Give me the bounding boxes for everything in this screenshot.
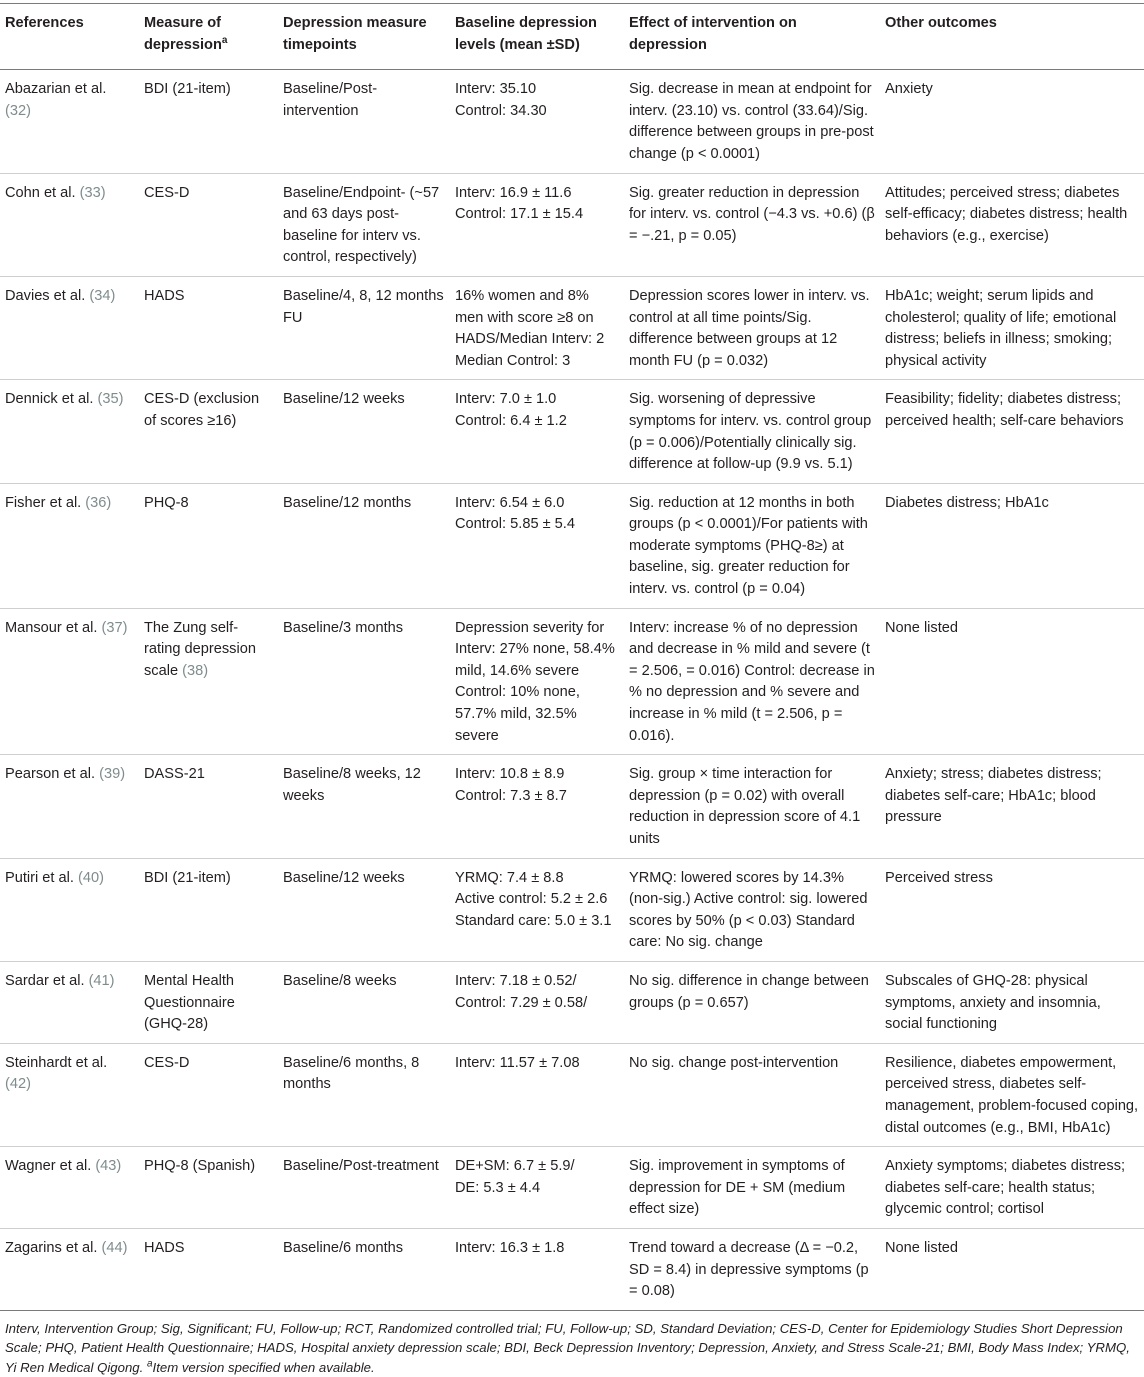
- header-measure-text: Measure of depression: [144, 15, 222, 53]
- reference-citation-link[interactable]: (34): [89, 287, 116, 304]
- measure-text: PHQ-8: [144, 494, 189, 511]
- reference-author: Wagner et al.: [5, 1158, 96, 1175]
- cell-timepoints: Baseline/6 months: [278, 1228, 450, 1310]
- reference-author: Mansour et al.: [5, 619, 102, 636]
- cell-baseline: Interv: 7.0 ± 1.0 Control: 6.4 ± 1.2: [450, 380, 624, 483]
- cell-effect: No sig. change post-intervention: [624, 1043, 880, 1146]
- cell-measure: [139, 1043, 278, 1146]
- reference-citation-link[interactable]: (37): [101, 619, 128, 636]
- measure-text: The Zung self-rating depression scale: [144, 619, 256, 679]
- footnote-marker: a: [146, 1358, 153, 1370]
- cell-reference: [0, 276, 139, 379]
- cell-other-outcomes: Feasibility; fidelity; diabetes distress; perceived health; self-care behaviors: [880, 380, 1144, 483]
- cell-baseline: YRMQ: 7.4 ± 8.8 Active control: 5.2 ± 2.6 Standard care: 5.0 ± 3.1: [450, 858, 624, 961]
- table-row: [0, 70, 1144, 173]
- cell-measure: [139, 173, 278, 276]
- cell-reference: [0, 483, 139, 608]
- cell-effect: Sig. reduction at 12 months in both groups (p < 0.0001)/For patients with moderate symptoms (PHQ-8≥) at baseline, sig. greater reduction for interv. vs. control (p = 0.04): [624, 483, 880, 608]
- measure-text: HADS: [144, 1239, 185, 1256]
- cell-effect: Sig. worsening of depressive symptoms for interv. vs. control group (p = 0.006)/Potentially clinically sig. difference at follow-up (9.9 vs. 5.1): [624, 380, 880, 483]
- cell-measure: [139, 608, 278, 755]
- reference-author: Davies et al.: [5, 287, 90, 304]
- header-timepoints: Depression measure timepoints: [278, 4, 450, 70]
- cell-other-outcomes: HbA1c; weight; serum lipids and cholesterol; quality of life; emotional distress; beliefs in illness; smoking; physical activity: [880, 276, 1144, 379]
- cell-reference: [0, 1043, 139, 1146]
- measure-text: Mental Health Questionnaire (GHQ-28): [144, 972, 235, 1033]
- table-body: [0, 70, 1144, 1311]
- cell-timepoints: Baseline/12 months: [278, 483, 450, 608]
- cell-other-outcomes: None listed: [880, 608, 1144, 755]
- reference-citation-link[interactable]: (44): [101, 1239, 128, 1256]
- cell-measure: [139, 961, 278, 1043]
- cell-baseline: Interv: 10.8 ± 8.9 Control: 7.3 ± 8.7: [450, 755, 624, 858]
- cell-baseline: Interv: 11.57 ± 7.08: [450, 1043, 624, 1146]
- cell-timepoints: Baseline/Post-treatment: [278, 1147, 450, 1229]
- reference-author: Steinhardt et al.: [5, 1054, 108, 1071]
- cell-other-outcomes: Anxiety: [880, 70, 1144, 173]
- cell-baseline: Depression severity for Interv: 27% none, 58.4% mild, 14.6% severe Control: 10% none, 57.7% mild, 32.5% severe: [450, 608, 624, 755]
- cell-measure: [139, 70, 278, 173]
- cell-reference: [0, 173, 139, 276]
- cell-measure: [139, 755, 278, 858]
- table-row: [0, 380, 1144, 483]
- cell-effect: No sig. difference in change between groups (p = 0.657): [624, 961, 880, 1043]
- reference-author: Sardar et al.: [5, 972, 89, 989]
- table-row: [0, 858, 1144, 961]
- reference-citation-link[interactable]: (36): [85, 494, 112, 511]
- reference-citation-link[interactable]: (41): [88, 972, 115, 989]
- measure-text: CES-D: [144, 1054, 190, 1071]
- header-other: Other outcomes: [880, 4, 1144, 70]
- cell-other-outcomes: Anxiety symptoms; diabetes distress; diabetes self-care; health status; glycemic control; cortisol: [880, 1147, 1144, 1229]
- reference-citation-link[interactable]: (35): [97, 391, 124, 408]
- reference-author: Zagarins et al.: [5, 1239, 102, 1256]
- reference-citation-link[interactable]: (40): [78, 869, 104, 886]
- cell-timepoints: Baseline/3 months: [278, 608, 450, 755]
- cell-timepoints: Baseline/Post-intervention: [278, 70, 450, 173]
- cell-reference: [0, 608, 139, 755]
- cell-effect: Depression scores lower in interv. vs. control at all time points/Sig. difference between groups at 12 month FU (p = 0.032): [624, 276, 880, 379]
- cell-measure: [139, 858, 278, 961]
- cell-measure: [139, 276, 278, 379]
- cell-reference: [0, 70, 139, 173]
- cell-timepoints: Baseline/Endpoint- (~57 and 63 days post-baseline for interv vs. control, respectively): [278, 173, 450, 276]
- reference-citation-link[interactable]: (42): [5, 1076, 31, 1093]
- cell-other-outcomes: None listed: [880, 1228, 1144, 1310]
- header-measure-footnote-marker: a: [221, 34, 228, 46]
- cell-timepoints: Baseline/6 months, 8 months: [278, 1043, 450, 1146]
- depression-outcomes-table: [0, 3, 1144, 1311]
- header-measure: [139, 4, 278, 70]
- cell-timepoints: Baseline/8 weeks, 12 weeks: [278, 755, 450, 858]
- cell-other-outcomes: Perceived stress: [880, 858, 1144, 961]
- cell-timepoints: Baseline/8 weeks: [278, 961, 450, 1043]
- table-header: [0, 4, 1144, 70]
- cell-baseline: Interv: 35.10 Control: 34.30: [450, 70, 624, 173]
- reference-citation-link[interactable]: (33): [79, 184, 106, 201]
- table-row: [0, 483, 1144, 608]
- cell-effect: Trend toward a decrease (Δ = −0.2, SD = 8.4) in depressive symptoms (p = 0.08): [624, 1228, 880, 1310]
- cell-reference: [0, 380, 139, 483]
- header-effect: Effect of intervention on depression: [624, 4, 880, 70]
- reference-citation-link[interactable]: (39): [99, 766, 126, 783]
- measure-text: BDI (21-item): [144, 869, 231, 886]
- measure-citation-link[interactable]: (38): [182, 662, 209, 679]
- table-row: [0, 1043, 1144, 1146]
- cell-measure: [139, 380, 278, 483]
- cell-timepoints: Baseline/4, 8, 12 months FU: [278, 276, 450, 379]
- cell-measure: [139, 483, 278, 608]
- cell-reference: [0, 1228, 139, 1310]
- cell-other-outcomes: Anxiety; stress; diabetes distress; diabetes self-care; HbA1c; blood pressure: [880, 755, 1144, 858]
- cell-effect: Sig. group × time interaction for depression (p = 0.02) with overall reduction in depression score of 4.1 units: [624, 755, 880, 858]
- cell-effect: Sig. improvement in symptoms of depression for DE + SM (medium effect size): [624, 1147, 880, 1229]
- cell-timepoints: Baseline/12 weeks: [278, 380, 450, 483]
- cell-reference: [0, 961, 139, 1043]
- reference-citation-link[interactable]: (43): [95, 1158, 122, 1175]
- header-row: [0, 4, 1144, 70]
- cell-reference: [0, 1147, 139, 1229]
- footnote-tail: Item version specified when available.: [152, 1359, 375, 1375]
- cell-baseline: Interv: 16.3 ± 1.8: [450, 1228, 624, 1310]
- measure-text: BDI (21-item): [144, 81, 231, 98]
- reference-citation-link[interactable]: (32): [5, 102, 31, 119]
- reference-author: Abazarian et al.: [5, 81, 107, 98]
- table-row: [0, 276, 1144, 379]
- cell-measure: [139, 1228, 278, 1310]
- cell-reference: [0, 755, 139, 858]
- measure-text: CES-D: [144, 184, 190, 201]
- cell-timepoints: Baseline/12 weeks: [278, 858, 450, 961]
- table-row: [0, 1228, 1144, 1310]
- measure-text: DASS-21: [144, 766, 205, 783]
- reference-author: Dennick et al.: [5, 391, 98, 408]
- header-baseline: Baseline depression levels (mean ±SD): [450, 4, 624, 70]
- cell-other-outcomes: Attitudes; perceived stress; diabetes self-efficacy; diabetes distress; health behaviors (e.g., exercise): [880, 173, 1144, 276]
- measure-text: PHQ-8 (Spanish): [144, 1158, 256, 1175]
- measure-text: HADS: [144, 287, 185, 304]
- cell-baseline: DE+SM: 6.7 ± 5.9/ DE: 5.3 ± 4.4: [450, 1147, 624, 1229]
- cell-reference: [0, 858, 139, 961]
- cell-other-outcomes: Resilience, diabetes empowerment, perceived stress, diabetes self-management, problem-focused coping, distal outcomes (e.g., BMI, HbA1c): [880, 1043, 1144, 1146]
- cell-baseline: Interv: 7.18 ± 0.52/ Control: 7.29 ± 0.58/: [450, 961, 624, 1043]
- cell-other-outcomes: Diabetes distress; HbA1c: [880, 483, 1144, 608]
- cell-effect: Interv: increase % of no depression and decrease in % mild and severe (t = 2.506, = 0.016) Control: decrease in % no depression and % severe and increase in % mild (t = 2.506, p = 0.016).: [624, 608, 880, 755]
- header-references: References: [0, 4, 139, 70]
- table-row: [0, 173, 1144, 276]
- table-row: [0, 755, 1144, 858]
- cell-effect: Sig. decrease in mean at endpoint for interv. (23.10) vs. control (33.64)/Sig. difference between groups in pre-post change (p < 0.0001): [624, 70, 880, 173]
- table-row: [0, 1147, 1144, 1229]
- cell-other-outcomes: Subscales of GHQ-28: physical symptoms, anxiety and insomnia, social functioning: [880, 961, 1144, 1043]
- footnote-text: Interv, Intervention Group; Sig, Significant; FU, Follow-up; RCT, Randomized controlled trial; FU, Follow-up; SD, Standard Deviation; CES-D, Center for Epidemiology Studies Short Depression Scale; PHQ, Patient Health Questionnaire; HADS, Hospital anxiety depression scale; BDI, Beck Depression Inventory; Depression, Anxiety, and Stress Scale-21; BMI, Body Mass Index; YRMQ, Yi Ren Medical Qigong.: [5, 1320, 1130, 1375]
- reference-author: Putiri et al.: [5, 869, 78, 886]
- table-row: [0, 961, 1144, 1043]
- reference-author: Cohn et al.: [5, 184, 80, 201]
- cell-effect: Sig. greater reduction in depression for interv. vs. control (−4.3 vs. +0.6) (β = −.21, p = 0.05): [624, 173, 880, 276]
- cell-baseline: 16% women and 8% men with score ≥8 on HADS/Median Interv: 2 Median Control: 3: [450, 276, 624, 379]
- reference-author: Fisher et al.: [5, 494, 86, 511]
- cell-baseline: Interv: 16.9 ± 11.6 Control: 17.1 ± 15.4: [450, 173, 624, 276]
- cell-baseline: Interv: 6.54 ± 6.0 Control: 5.85 ± 5.4: [450, 483, 624, 608]
- cell-effect: YRMQ: lowered scores by 14.3% (non-sig.) Active control: sig. lowered scores by 50% (p < 0.03) Standard care: No sig. change: [624, 858, 880, 961]
- cell-measure: [139, 1147, 278, 1229]
- reference-author: Pearson et al.: [5, 766, 100, 783]
- measure-text: CES-D (exclusion of scores ≥16): [144, 391, 260, 429]
- table-row: [0, 608, 1144, 755]
